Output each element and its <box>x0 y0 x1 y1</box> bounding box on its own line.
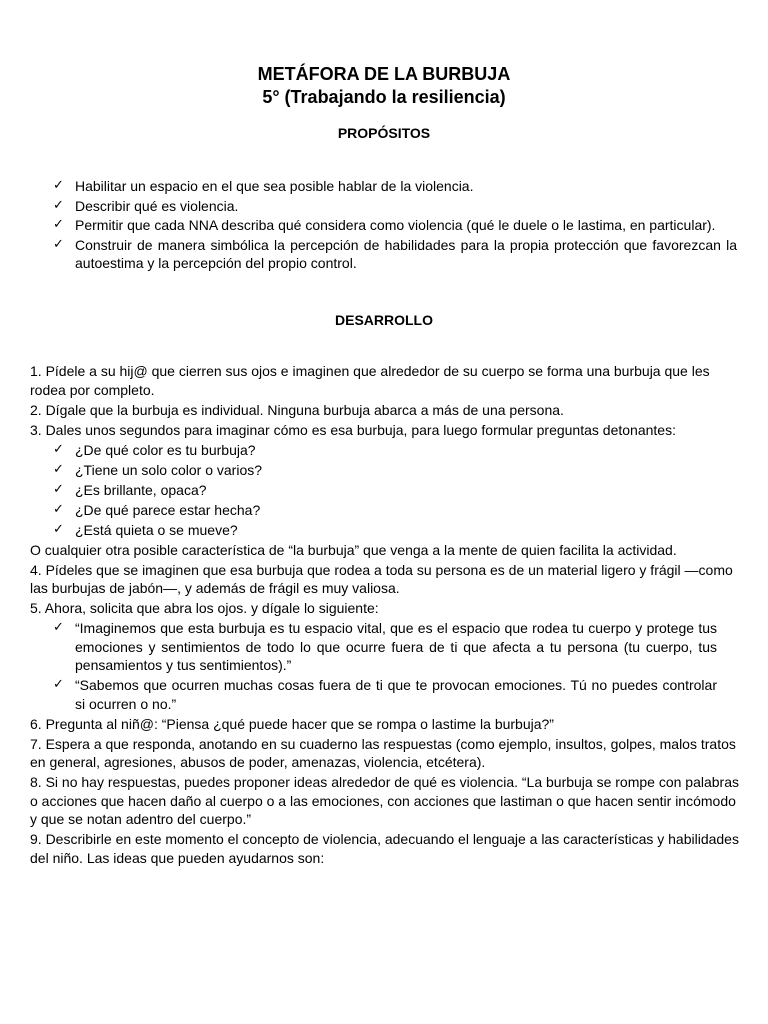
step-2: 2. Dígale que la burbuja es individual. Ninguna burbuja abarca a más de una persona. <box>30 401 564 418</box>
check-icon: ✓ <box>53 620 64 635</box>
desarrollo-body <box>30 362 740 869</box>
step-7: 7. Espera a que responda, anotando en su cuaderno las respuestas (como ejemplo, insultos, golpes, malos tratos en general, agresiones, abusos de poder, amenazas, violencia, etcétera). <box>30 735 736 770</box>
step-5-quotes <box>53 619 717 713</box>
check-icon: ✓ <box>53 441 64 457</box>
step-4: 4. Pídeles que se imaginen que esa burbuja que rodea a toda su persona es de un material ligero y frágil —como las burbujas de jabón—, y además de frágil es muy valiosa. <box>30 561 733 596</box>
list-item <box>53 461 717 480</box>
step-8: 8. Si no hay respuestas, puedes proponer ideas alrededor de qué es violencia. “La burbuja se rompe con palabras o acciones que hacen daño al cuerpo o a las emociones, con acciones que lastiman o que hacen sentir incómodo y que se notan adentro del cuerpo.” <box>30 774 740 827</box>
document-title: METÁFORA DE LA BURBUJA <box>257 64 511 84</box>
list-item <box>53 197 737 216</box>
check-icon: ✓ <box>53 501 64 517</box>
list-item <box>53 501 717 520</box>
step-3: 3. Dales unos segundos para imaginar cómo es esa burbuja, para luego formular preguntas detonantes: <box>30 421 676 438</box>
list-item <box>53 619 717 675</box>
check-icon: ✓ <box>53 461 64 477</box>
list-item <box>53 236 737 273</box>
list-item <box>53 676 717 713</box>
check-icon: ✓ <box>53 236 64 252</box>
check-icon: ✓ <box>53 677 64 692</box>
step-9: 9. Describirle en este momento el concepto de violencia, adecuando el lenguaje a las características y habilidades del niño. Las ideas que pueden ayudarnos son: <box>30 831 739 866</box>
list-item <box>53 177 737 196</box>
list-item-text: “Sabemos que ocurren muchas cosas fuera de ti que te provocan emociones. Tú no puedes controlar si ocurren o no.” <box>75 677 717 712</box>
check-icon: ✓ <box>53 197 64 213</box>
list-item-text: Construir de manera simbólica la percepción de habilidades para la propia protección que favorezcan la autoestima y la percepción del propio control. <box>75 236 737 271</box>
section-heading-desarrollo: DESARROLLO <box>335 312 433 328</box>
check-icon: ✓ <box>53 217 64 232</box>
list-item-text: Permitir que cada NNA describa qué considera como violencia (qué le duele o le lastima, en particular). <box>75 217 716 233</box>
section-heading-propositos: PROPÓSITOS <box>337 125 431 141</box>
list-item-text: “Imaginemos que esta burbuja es tu espacio vital, que es el espacio que rodea tu cuerpo y protege tus emociones y sentimientos de todo lo que ocurre fuera de ti que afecta a tu persona (tu cuerpo, tus pensamientos y tus sentimientos).” <box>75 620 717 673</box>
list-item <box>53 521 717 540</box>
list-item-text: ¿De qué color es tu burbuja? <box>75 441 256 458</box>
document-subtitle: 5° (Trabajando la resiliencia) <box>262 87 506 107</box>
check-icon: ✓ <box>53 178 64 193</box>
list-item-text: ¿Está quieta o se mueve? <box>75 521 238 538</box>
check-icon: ✓ <box>53 481 64 497</box>
list-item-text: ¿Tiene un solo color o varios? <box>75 461 263 478</box>
list-item <box>53 216 737 235</box>
step-3-questions <box>53 441 717 540</box>
step-3-note: O cualquier otra posible característica de “la burbuja” que venga a la mente de quien facilita la actividad. <box>30 541 677 558</box>
list-item-text: Describir qué es violencia. <box>75 197 239 214</box>
list-item-text: ¿De qué parece estar hecha? <box>75 501 261 518</box>
list-item <box>53 441 717 460</box>
list-item-text: ¿Es brillante, opaca? <box>75 481 207 498</box>
list-item-text: Habilitar un espacio en el que sea posible hablar de la violencia. <box>75 178 474 194</box>
list-item <box>53 481 717 500</box>
step-5: 5. Ahora, solicita que abra los ojos. y dígale lo siguiente: <box>30 600 379 616</box>
check-icon: ✓ <box>53 521 64 537</box>
step-6: 6. Pregunta al niñ@: “Piensa ¿qué puede hacer que se rompa o lastime la burbuja?” <box>30 715 554 732</box>
propositos-list <box>53 177 737 274</box>
step-1: 1. Pídele a su hij@ que cierren sus ojos e imaginen que alrededor de su cuerpo se forma una burbuja que les rodea por completo. <box>30 363 710 398</box>
